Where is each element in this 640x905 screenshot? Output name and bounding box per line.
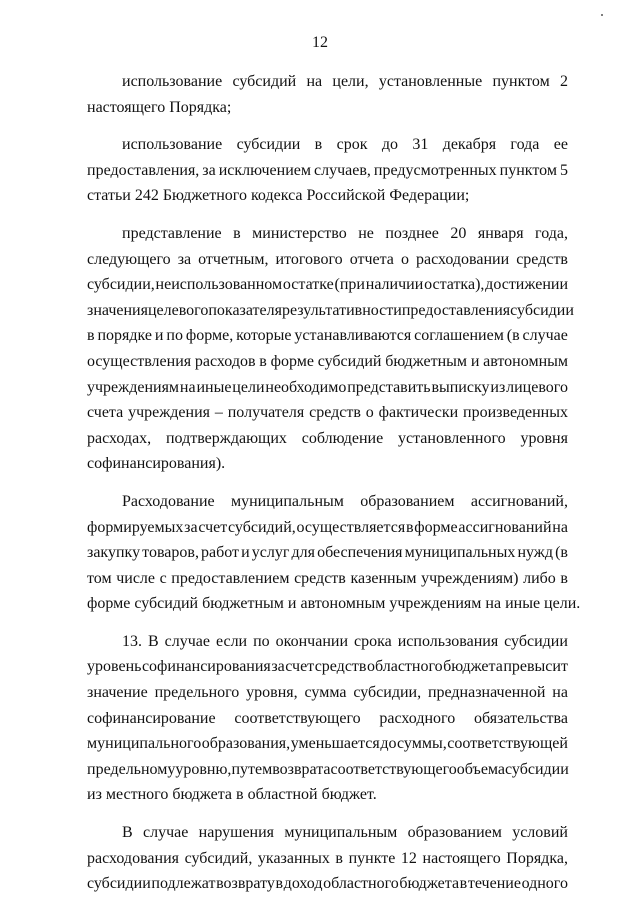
text-line: использование субсидий на цели, установленные пунктом 2 [122, 73, 568, 90]
text-line: счета учреждения – получателя средств о фактически произведенных [87, 404, 568, 422]
text-line: использование субсидии в срок до 31 декабря года ее [122, 136, 568, 154]
text-line: из местного бюджета в областной бюджет. [87, 786, 377, 804]
paragraph [87, 132, 568, 209]
paragraph [87, 221, 574, 477]
text-line: предельному уровню, путем возврата соответствующего объема субсидии [87, 760, 569, 778]
text-line: осуществления расходов в форме субсидий бюджетным и автономным [87, 352, 568, 370]
text-line: настоящего Порядка; [87, 98, 232, 116]
paragraph [87, 69, 568, 120]
text-line: закупку товаров, работ и услуг для обеспечения муниципальных нужд (в [87, 544, 568, 562]
text-line: значения целевого показателя результативности предоставления субсидии [87, 301, 574, 319]
text-line: расходах, подтверждающих соблюдение установленного уровня [87, 429, 568, 447]
text-line: предоставления, за исключением случаев, предусмотренных пунктом 5 [87, 161, 568, 179]
text-line: уровень софинансирования за счет средств областного бюджета превысит [87, 658, 568, 676]
text-line: статьи 242 Бюджетного кодекса Российской Федерации; [87, 187, 470, 205]
document-body [87, 69, 581, 897]
text-line: расходования субсидий, указанных в пункте 12 настоящего Порядка, [87, 849, 568, 867]
text-line: софинансирование соответствующего расходного обязательства [87, 709, 568, 727]
text-line: формируемых за счет субсидий, осуществляется в форме ассигнований на [87, 518, 568, 536]
text-line: Расходование муниципальным образованием ассигнований, [122, 492, 568, 510]
text-line: учреждениям на иные цели необходимо представить выписку из лицевого [87, 378, 568, 396]
paragraph [87, 820, 568, 897]
text-line: следующего за отчетным, итогового отчета о расходовании средств [87, 250, 568, 268]
paragraph [87, 489, 581, 617]
text-line: значение предельного уровня, сумма субсидии, предназначенной на [87, 684, 568, 702]
paragraph [87, 629, 568, 808]
text-line: софинансирования). [87, 455, 226, 473]
text-line: В случае нарушения муниципальным образованием условий [122, 824, 568, 842]
text-line: субсидии, неиспользованном остатке (при наличии остатка), достижении [87, 276, 568, 294]
page-number: 12 [312, 34, 328, 51]
text-line: форме субсидий бюджетным и автономным учреждениям на иные цели. [87, 595, 581, 613]
text-line: муниципального образования, уменьшается до суммы, соответствующей [87, 735, 568, 753]
text-line: 13. В случае если по окончании срока использования субсидии [122, 632, 568, 650]
text-line: в порядке и по форме, которые устанавливаются соглашением (в случае [87, 327, 568, 345]
text-line: представление в министерство не позднее 20 января года, [122, 224, 568, 242]
scan-speck [601, 14, 603, 16]
text-line: том числе с предоставлением средств казенным учреждениям) либо в [87, 569, 568, 587]
text-line: субсидии подлежат возврату в доход областного бюджета в течение одного [87, 875, 568, 893]
